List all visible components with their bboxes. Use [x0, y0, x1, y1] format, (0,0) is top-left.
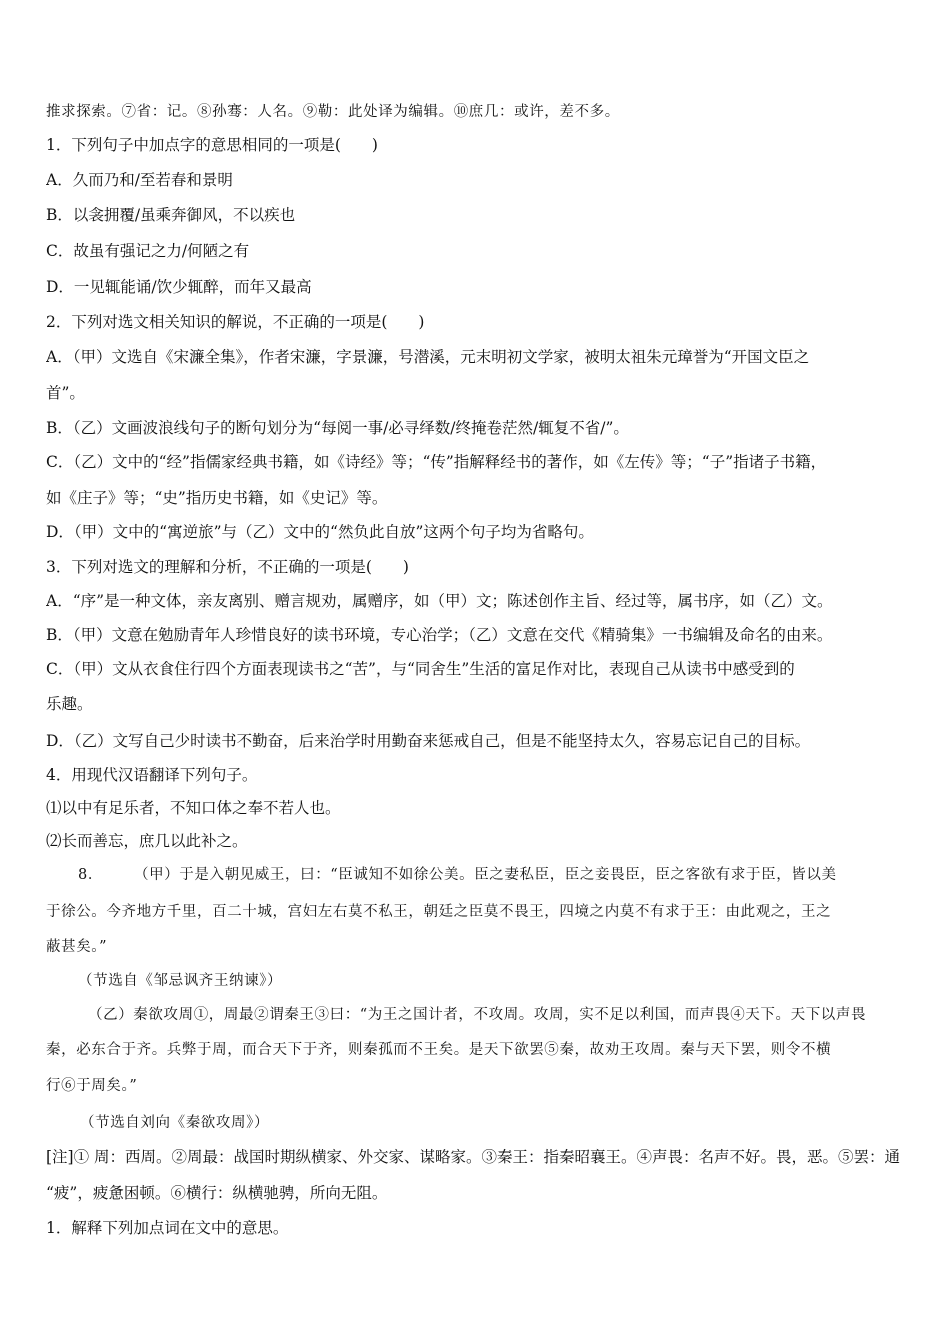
question-1-option-d: D．一见辄能诵/饮少辄醉，而年又最高	[46, 278, 312, 296]
question-1-option-a: A．久而乃和/至若春和景明	[46, 171, 233, 189]
question-1-option-b: B．以衾拥覆/虽乘奔御风，不以疾也	[46, 206, 296, 224]
question-4-item-2: ⑵长而善忘，庶几以此补之。	[46, 832, 248, 850]
question-2-option-d: D．（甲）文中的“寓逆旅”与（乙）文中的“然负此自放”这两个句子均为省略句。	[46, 523, 594, 541]
passage-yi-source: （节选自刘向《秦欲攻周》）	[80, 1115, 270, 1131]
question-2-option-c: C．（乙）文中的“经”指儒家经典书籍，如《诗经》等；“传”指解释经书的著作，如《左传》等；“子”指诸子书籍，	[46, 453, 827, 471]
question-2-option-b: B．（乙）文画波浪线句子的断句划分为“每阅一事/必寻绎数/终掩卷茫然/辄复不省/”。	[46, 419, 629, 437]
notes-line-2: “疲”，疲惫困顿。⑥横行：纵横驰骋，所向无阻。	[46, 1184, 388, 1202]
passage-yi-line-2: 秦，必东合于齐。兵弊于周，而合天下于齐，则秦孤而不王矣。是天下欲罢⑤秦，故劝王攻周。秦与天下罢，则令不横	[46, 1042, 832, 1058]
passage-jia-line-2: 于徐公。今齐地方千里，百二十城，宫妇左右莫不私王，朝廷之臣莫不畏王，四境之内莫不有求于王：由此观之，王之	[46, 904, 832, 920]
question-2-stem: 2．下列对选文相关知识的解说，不正确的一项是( )	[46, 313, 425, 331]
question-1-option-c: C．故虽有强记之力/何陋之有	[46, 242, 250, 260]
question-4-stem: 4．用现代汉语翻译下列句子。	[46, 766, 258, 784]
question-3-option-a: A．“序”是一种文体，亲友离别、赠言规劝，属赠序，如（甲）文；陈述创作主旨、经过等，属书序，如（乙）文。	[46, 592, 833, 610]
question-3-stem: 3．下列对选文的理解和分析，不正确的一项是( )	[46, 558, 409, 576]
passage-jia-source: （节选自《邹忌讽齐王纳谏》）	[78, 973, 283, 989]
question-2-option-c-cont: 如《庄子》等；“史”指历史书籍，如《史记》等。	[46, 489, 388, 507]
notes-line-1: [注]① 周：西周。②周最：战国时期纵横家、外交家、谋略家。③秦王：指秦昭襄王。④声畏：名声不好。畏，恶。⑤罢：通	[46, 1148, 901, 1166]
question-3-option-c-cont: 乐趣。	[46, 695, 93, 713]
question-4-item-1: ⑴以中有足乐者，不知口体之奉不若人也。	[46, 799, 341, 817]
passage-jia-line-1	[78, 865, 908, 885]
question-3-option-c: C．（甲）文从衣食住行四个方面表现读书之“苦”，与“同舍生”生活的富足作对比，表现自己从读书中感受到的	[46, 660, 795, 678]
question-1-stem: 1．下列句子中加点字的意思相同的一项是( )	[46, 136, 378, 154]
passage-yi-line-3: 行⑥于周矣。”	[46, 1078, 138, 1094]
annotation-line: 推求探索。⑦省：记。⑧孙骞：人名。⑨勒：此处译为编辑。⑩庶几：或许，差不多。	[46, 104, 620, 120]
question-8-1-stem: 1．解释下列加点词在文中的意思。	[46, 1219, 289, 1237]
question-3-option-d: D．（乙）文写自己少时读书不勤奋，后来治学时用勤奋来惩戒自己，但是不能坚持太久，容易忘记自己的目标。	[46, 732, 811, 750]
question-3-option-b: B．（甲）文意在勉励青年人珍惜良好的读书环境，专心治学；（乙）文意在交代《精骑集》一书编辑及命名的由来。	[46, 626, 833, 644]
passage-jia-text-1: （甲）于是入朝见威王，曰：“臣诚知不如徐公美。臣之妻私臣，臣之妾畏臣，臣之客欲有求于臣，皆以美	[134, 867, 837, 883]
question-2-option-a-cont: 首”。	[46, 384, 85, 402]
section-number: 8．	[78, 867, 103, 883]
passage-jia-line-3: 蔽甚矣。”	[46, 939, 108, 955]
question-2-option-a: A．（甲）文选自《宋濂全集》，作者宋濂，字景濂，号潜溪，元末明初文学家，被明太祖朱元璋誉为“开国文臣之	[46, 348, 810, 366]
passage-yi-line-1: （乙）秦欲攻周①，周最②谓秦王③曰：“为王之国计者，不攻周。攻周，实不足以利国，而声畏④天下。天下以声畏	[88, 1007, 867, 1023]
